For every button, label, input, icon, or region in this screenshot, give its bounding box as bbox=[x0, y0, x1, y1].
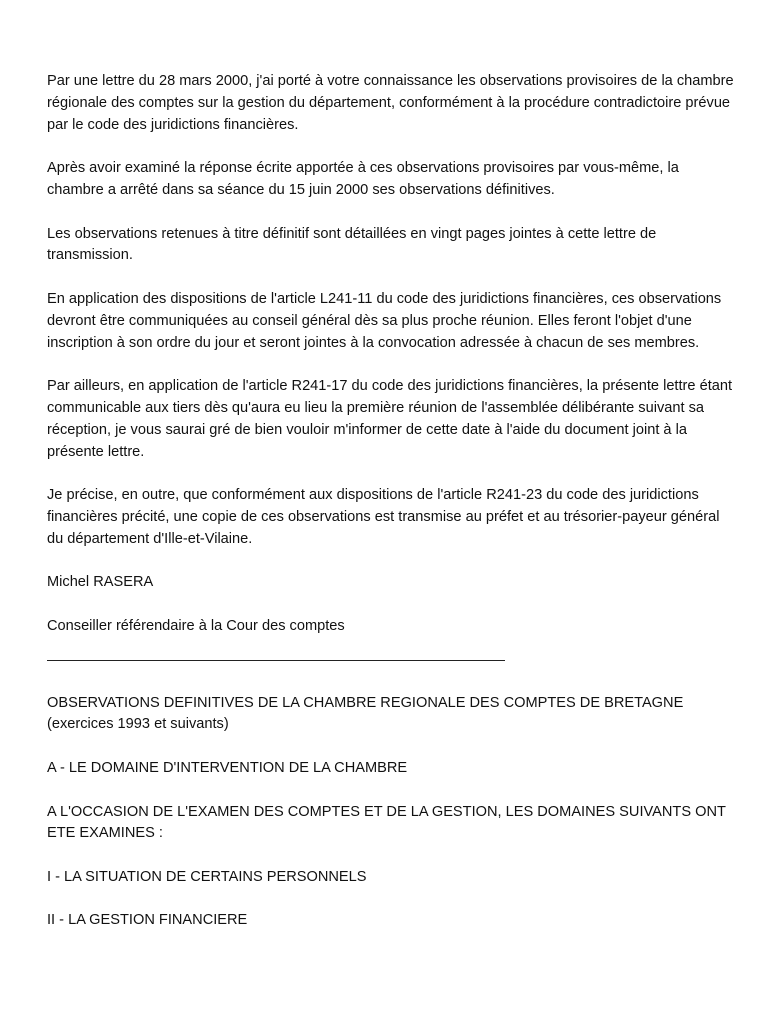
paragraph-article-l241-11: En application des dispositions de l'article L241-11 du code des juridictions financières, ces observations devront être communiquées au conseil général dès sa plus proche réunion. Elles feront l'objet d'une inscription à son ordre du jour et seront jointes à la convocation adressée à chacun de ses membres. bbox=[47, 290, 722, 351]
section-i-heading: I - LA SITUATION DE CERTAINS PERSONNELS bbox=[47, 868, 367, 885]
signature-title: Conseiller référendaire à la Cour des comptes bbox=[47, 617, 345, 634]
paragraph-definitive-observations: Les observations retenues à titre définitif sont détaillées en vingt pages jointes à cette lettre de transmission. bbox=[47, 225, 657, 264]
section-a-intro: A L'OCCASION DE L'EXAMEN DES COMPTES ET DE LA GESTION, LES DOMAINES SUIVANTS ONT ETE EXAMINES : bbox=[47, 803, 726, 842]
paragraph-article-r241-23: Je précise, en outre, que conformément aux dispositions de l'article R241-23 du code des juridictions financières précité, une copie de ces observations est transmise au préfet et au trésorier-payeur général du département d'Ille-et-Vilaine. bbox=[47, 487, 720, 547]
signature-name: Michel RASERA bbox=[47, 574, 154, 591]
document-page bbox=[47, 71, 737, 954]
paragraph-letter-date: Par une lettre du 28 mars 2000, j'ai porté à votre connaissance les observations provisoires de la chambre régionale des comptes sur la gestion du département, conformément à la procédure contradictoire prévue par le code des juridictions financières. bbox=[47, 73, 734, 133]
report-title: OBSERVATIONS DEFINITIVES DE LA CHAMBRE REGIONALE DES COMPTES DE BRETAGNE (exercices 1993 et suivants) bbox=[47, 694, 684, 733]
section-ii-heading: II - LA GESTION FINANCIERE bbox=[47, 912, 248, 929]
section-a-heading: A - LE DOMAINE D'INTERVENTION DE LA CHAMBRE bbox=[47, 759, 408, 776]
paragraph-article-r241-17: Par ailleurs, en application de l'article R241-17 du code des juridictions financières, la présente lettre étant communicable aux tiers dès qu'aura eu lieu la première réunion de l'assemblée délibérante suivant sa réception, je vous saurai gré de bien vouloir m'informer de cette date à l'aide du document joint à la présente lettre. bbox=[47, 378, 733, 460]
paragraph-response-review: Après avoir examiné la réponse écrite apportée à ces observations provisoires par vous-même, la chambre a arrêté dans sa séance du 15 juin 2000 ses observations définitives. bbox=[47, 160, 679, 198]
separator-rule bbox=[47, 660, 505, 661]
